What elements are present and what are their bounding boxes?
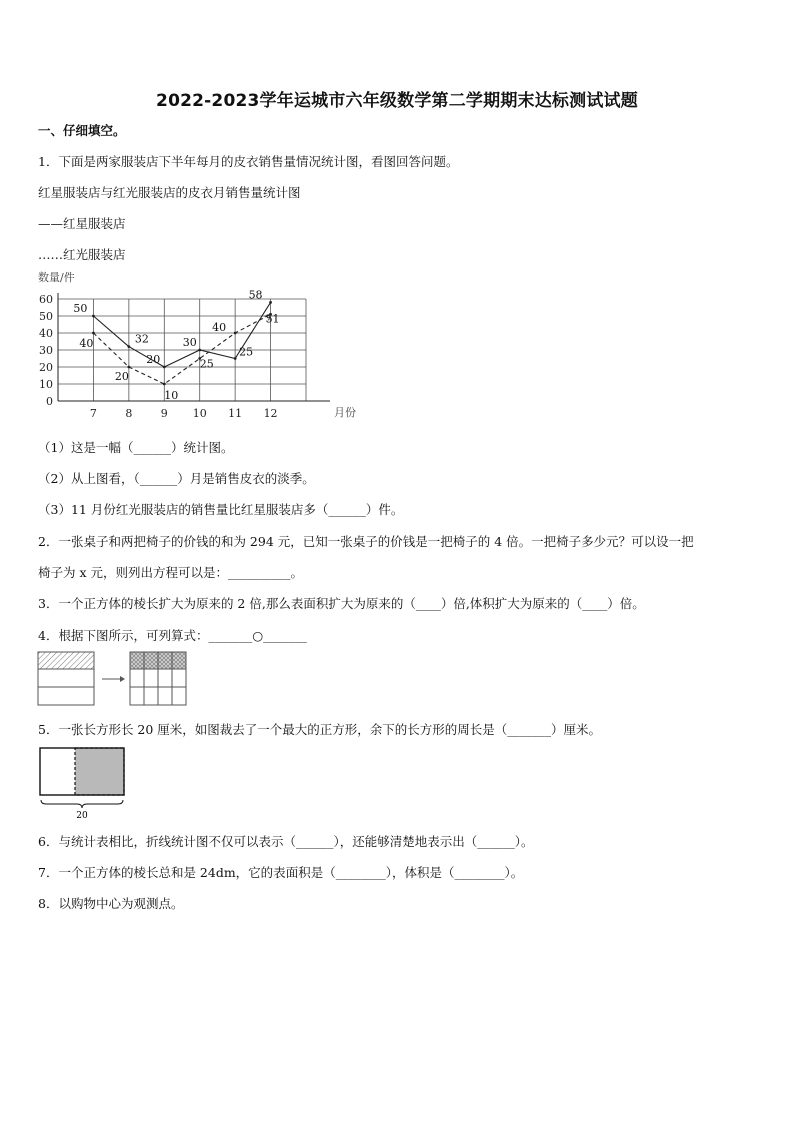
data-point	[234, 332, 237, 335]
x-axis-label: 月份	[334, 406, 356, 419]
question-1-text: 1．下面是两家服装店下半年每月的皮衣销售量情况统计图，看图回答问题。	[38, 154, 459, 169]
x-tick-label: 8	[125, 407, 133, 420]
x-tick-label: 7	[89, 407, 97, 420]
left-rectangle	[38, 652, 94, 705]
data-point	[234, 357, 237, 360]
question-1-sub-3: （3）11 月份红光服装店的销售量比红星服装店多（______）件。	[38, 502, 404, 517]
data-point	[163, 383, 166, 386]
y-tick-label: 10	[39, 378, 53, 391]
data-label: 40	[79, 337, 94, 350]
cut-square	[75, 748, 124, 795]
question-7: 7．一个正方体的棱长总和是 24dm，它的表面积是（________），体积是（________）。	[38, 865, 524, 880]
y-tick-label: 0	[46, 395, 53, 408]
question-2-line-1: 2．一张桌子和两把椅子的价钱的和为 294 元，已知一张桌子的价钱是一把椅子的 4 倍。一把椅子多少元？可以设一把	[38, 534, 694, 549]
data-label: 10	[164, 389, 179, 402]
section-heading: 一、仔细填空。	[38, 123, 126, 138]
legend-dashed: ……红光服装店	[38, 247, 126, 262]
data-label: 32	[134, 332, 149, 346]
y-tick-label: 40	[39, 327, 53, 340]
data-point	[198, 349, 201, 352]
x-tick-label: 11	[228, 407, 243, 420]
x-tick-label: 10	[192, 407, 207, 420]
question-1-sub-2: （2）从上图看，（______）月是销售皮衣的淡季。	[38, 471, 315, 486]
question-4: 4．根据下图所示，可列算式：_______○_______	[38, 628, 307, 643]
arrow	[102, 676, 125, 682]
rectangle-figure	[36, 745, 136, 821]
data-label: 20	[146, 353, 161, 366]
data-label: 50	[73, 302, 88, 315]
fraction-figure	[36, 650, 196, 710]
data-label: 30	[182, 336, 197, 349]
data-label: 58	[248, 288, 263, 302]
brace	[41, 800, 123, 808]
data-point	[163, 366, 166, 369]
data-label: 40	[212, 321, 227, 334]
x-tick-label: 9	[160, 407, 168, 420]
question-2-line-2: 椅子为 x 元，则列出方程可以是：__________。	[38, 565, 303, 580]
question-6: 6．与统计表相比，折线统计图不仅可以表示（______），还能够清楚地表示出（______）。	[38, 834, 534, 849]
line-chart	[30, 266, 356, 426]
question-5: 5．一张长方形长 20 厘米，如图裁去了一个最大的正方形，余下的长方形的周长是（_______）厘米。	[38, 722, 602, 737]
data-point	[127, 366, 130, 369]
y-axis-label: 数量/件	[38, 271, 75, 284]
y-tick-label: 20	[39, 361, 53, 374]
data-label: 51	[265, 312, 280, 326]
y-tick-label: 60	[39, 293, 53, 306]
data-label: 25	[239, 345, 254, 359]
x-tick-label: 12	[263, 407, 278, 420]
data-label: 25	[199, 357, 214, 371]
y-tick-label: 30	[39, 344, 53, 357]
data-label: 20	[114, 370, 129, 383]
question-8: 8．以购物中心为观测点。	[38, 896, 184, 911]
y-tick-label: 50	[39, 310, 53, 323]
data-point	[127, 345, 130, 348]
data-point	[92, 332, 95, 335]
legend-solid: ——红星服装店	[38, 216, 126, 231]
data-point	[269, 301, 272, 304]
question-1-sub-1: （1）这是一幅（______）统计图。	[38, 440, 234, 455]
right-rectangle	[130, 652, 186, 705]
dimension-label: 20	[76, 811, 88, 821]
chart-title: 红星服装店与红光服装店的皮衣月销售量统计图	[38, 185, 301, 200]
page-title: 2022-2023学年运城市六年级数学第二学期期末达标测试试题	[156, 91, 638, 111]
data-point	[92, 315, 95, 318]
question-3: 3．一个正方体的棱长扩大为原来的 2 倍,那么表面积扩大为原来的（____）倍,体积扩大为原来的（____）倍。	[38, 596, 645, 611]
